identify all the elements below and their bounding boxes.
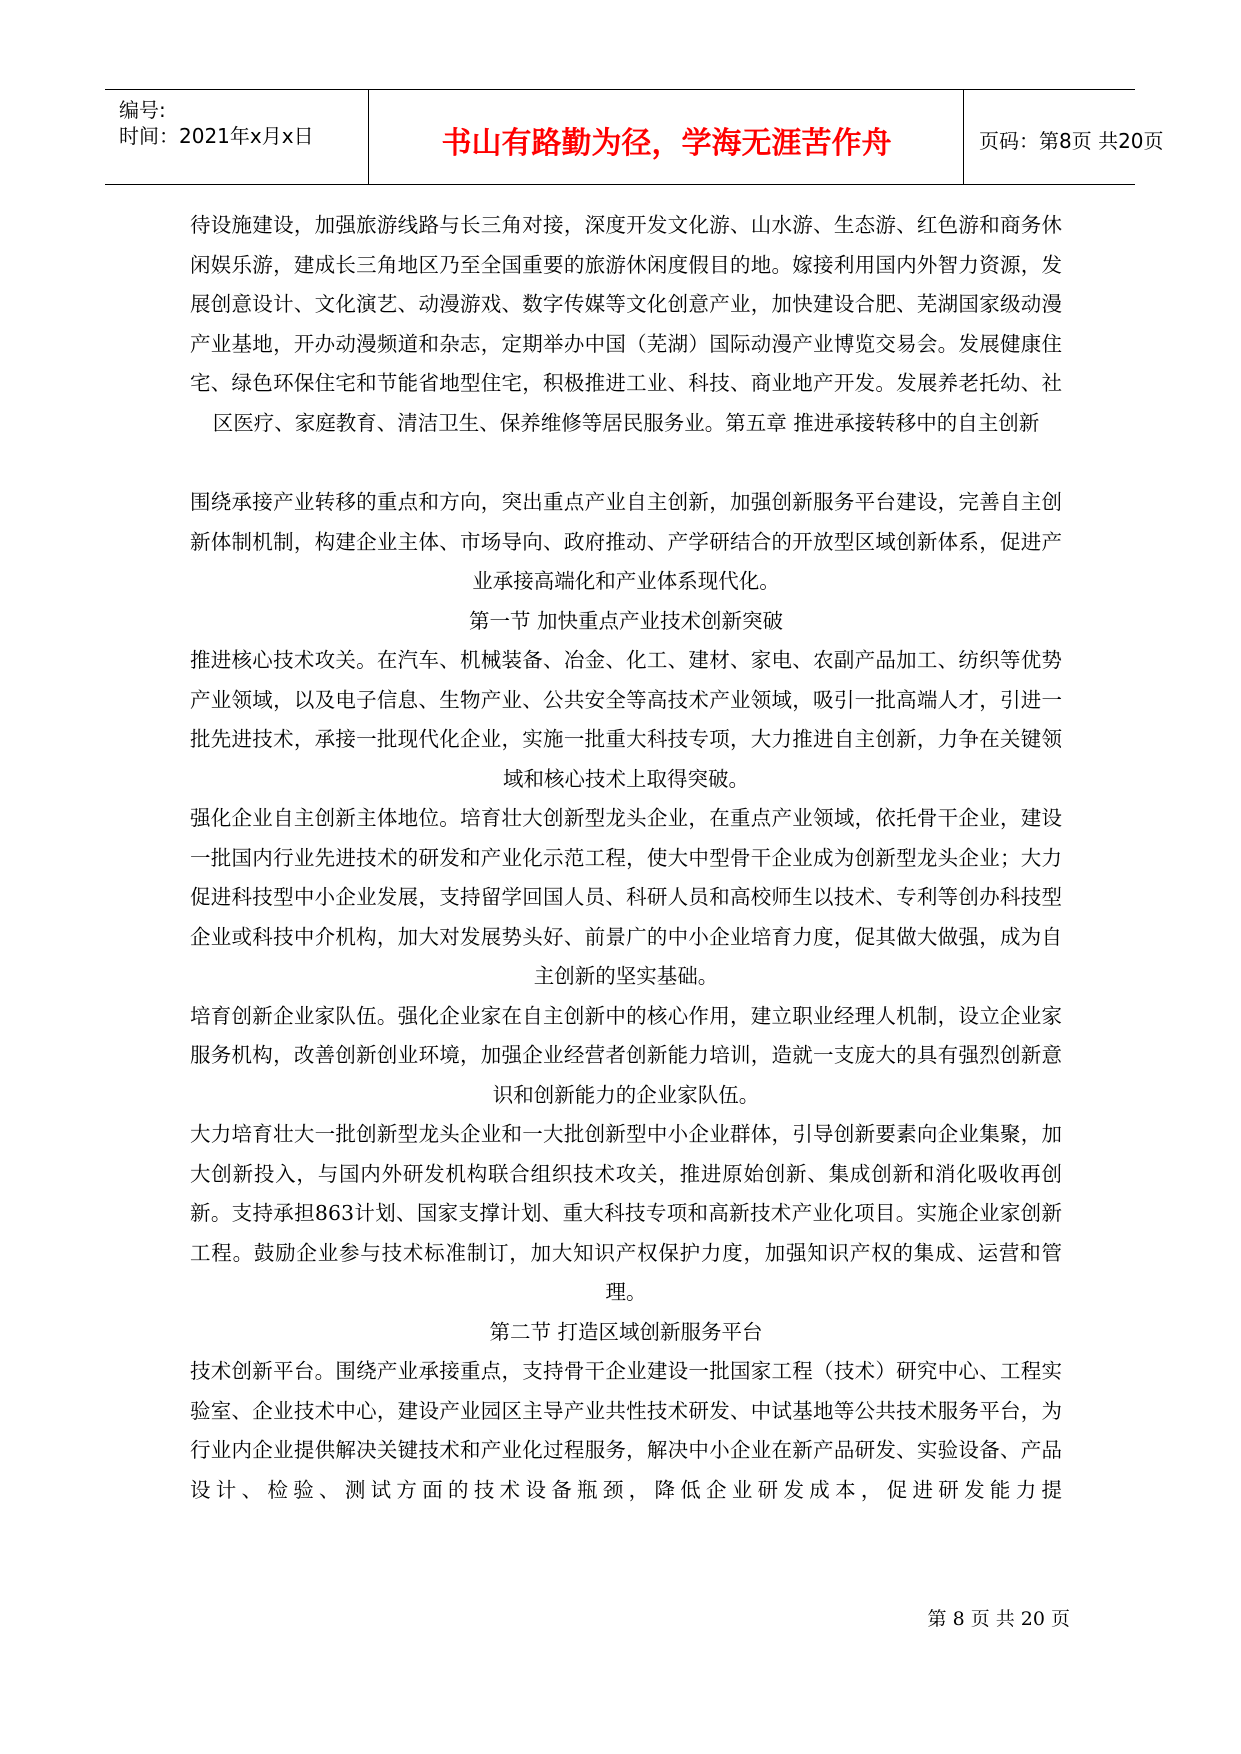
paragraph-intro: 待设施建设，加强旅游线路与长三角对接，深度开发文化游、山水游、生态游、红色游和商务休闲娱乐游，建成长三角地区乃至全国重要的旅游休闲度假目的地。嫁接利用国内外智力资源，发展创意设计、文化演艺、动漫游戏、数字传媒等文化创意产业，加快建设合肥、芜湖国家级动漫产业基地，开办动漫频道和杂志，定期举办中国（芜湖）国际动漫产业博览交易会。发展健康住宅、绿色环保住宅和节能省地型住宅，积极推进工业、科技、商业地产开发。发展养老托幼、社区医疗、家庭教育、清洁卫生、保养维修等居民服务业。第五章 推进承接转移中的自主创新 (190, 213, 1062, 435)
page-footer: 第 8 页 共 20 页 (927, 1608, 1070, 1630)
paragraph-gap (190, 443, 1062, 483)
time-label: 时间：2021年x月x日 (119, 124, 314, 148)
paragraph-tech-platform: 技术创新平台。围绕产业承接重点，支持骨干企业建设一批国家工程（技术）研究中心、工程实验室、企业技术中心，建设产业园区主导产业共性技术研发、中试基地等公共技术服务平台，为行业内企业提供解决关键技术和产业化过程服务，解决中小企业在新产品研发、实验设备、产品设计、检验、测试方面的技术设备瓶颈，降低企业研发成本，促进研发能力提 (190, 1359, 1062, 1502)
page-header (105, 89, 1164, 185)
paragraph-entrepreneurs: 培育创新企业家队伍。强化企业家在自主创新中的核心作用，建立职业经理人机制，设立企业家服务机构，改善创新创业环境，加强企业经营者创新能力培训，造就一支庞大的具有强烈创新意识和创新能力的企业家队伍。 (190, 1003, 1062, 1107)
header-left-cell (105, 90, 369, 184)
paragraph-chapter-intro: 围绕承接产业转移的重点和方向，突出重点产业自主创新，加强创新服务平台建设，完善自主创新体制机制，构建企业主体、市场导向、政府推动、产学研结合的开放型区域创新体系，促进产业承接高端化和产业体系现代化。 (190, 490, 1062, 593)
paragraph-innovative-enterprises: 大力培育壮大一批创新型龙头企业和一大批创新型中小企业群体，引导创新要素向企业集聚，加大创新投入，与国内外研发机构联合组织技术攻关，推进原始创新、集成创新和消化吸收再创新。支持承担863计划、国家支撑计划、重大科技专项和高新技术产业化项目。实施企业家创新工程。鼓励企业参与技术标准制订，加大知识产权保护力度，加强知识产权的集成、运营和管理。 (190, 1122, 1062, 1304)
header-middle-cell (370, 90, 964, 184)
header-page-label: 页码：第8页 共20页 (979, 129, 1164, 153)
section-2-title: 第二节 打造区域创新服务平台 (489, 1319, 763, 1344)
paragraph-core-tech: 推进核心技术攻关。在汽车、机械装备、冶金、化工、建材、家电、农副产品加工、纺织等优势产业领域，以及电子信息、生物产业、公共安全等高技术产业领域，吸引一批高端人才，引进一批先进技术，承接一批现代化企业，实施一批重大科技专项，大力推进自主创新，力争在关键领域和核心技术上取得突破。 (190, 648, 1062, 791)
paragraph-enterprise-innovation: 强化企业自主创新主体地位。培育壮大创新型龙头企业，在重点产业领域，依托骨干企业，建设一批国内行业先进技术的研发和产业化示范工程，使大中型骨干企业成为创新型龙头企业；大力促进科技型中小企业发展，支持留学回国人员、科研人员和高校师生以技术、专利等创办科技型企业或科技中介机构，加大对发展势头好、前景广的中小企业培育力度，促其做大做强，成为自主创新的坚实基础。 (190, 806, 1062, 988)
header-right-cell (965, 90, 1164, 184)
header-motto: 书山有路勤为径，学海无涯苦作舟 (441, 126, 892, 161)
section-1-title: 第一节 加快重点产业技术创新突破 (468, 608, 783, 633)
doc-number-label: 编号: (119, 98, 166, 122)
document-body (190, 206, 1062, 1510)
